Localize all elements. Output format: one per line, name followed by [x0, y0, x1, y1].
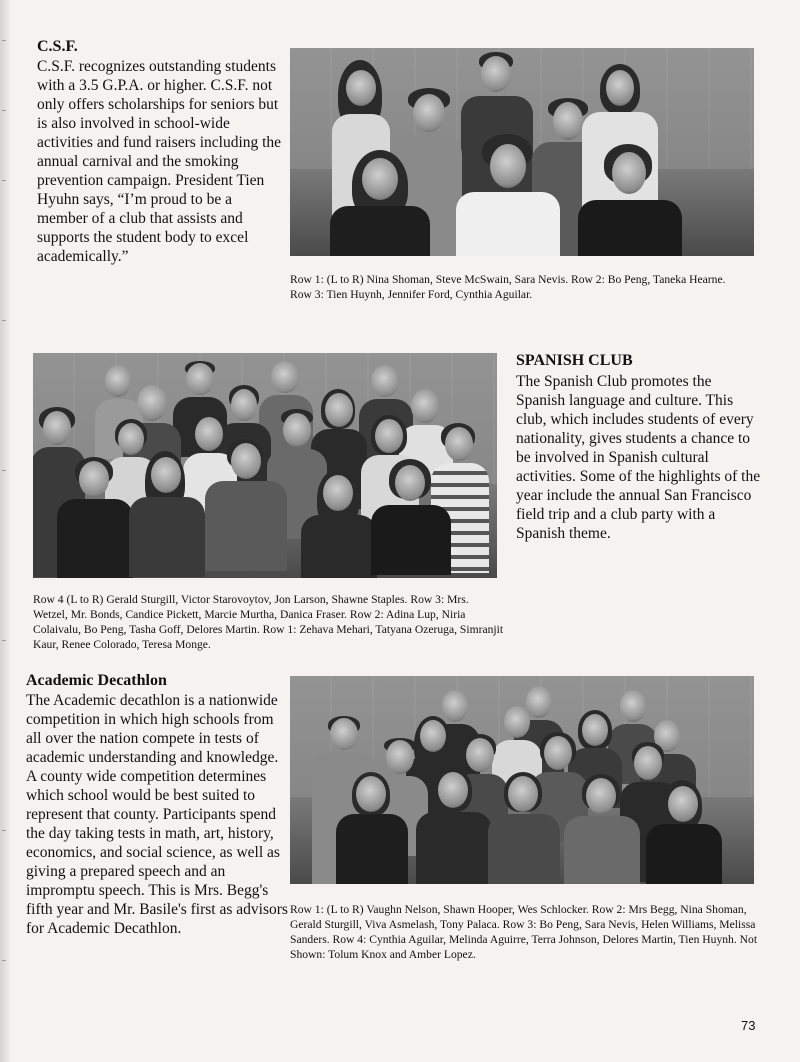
spanish-club-group-photo	[33, 353, 497, 578]
csf-group-photo	[290, 48, 754, 256]
decathlon-photo-caption: Row 1: (L to R) Vaughn Nelson, Shawn Hooper, Wes Schlocker. Row 2: Mrs Begg, Nina Shoman, Gerald Sturgill, Viva Asmelash, Tony Palaca. Row 3: Bo Peng, Sara Nevis, Helen Williams, Melissa Sanders. Row 4: Cynthia Aguilar, Melinda Aguirre, Terra Johnson, Delores Martin, Tien Huynh. Not Shown: Tolum Knox and Amber Lopez.	[290, 903, 758, 961]
spanish-club-heading: SPANISH CLUB	[516, 352, 633, 369]
spanish-club-photo-caption: Row 4 (L to R) Gerald Sturgill, Victor Starovoytov, Jon Larson, Shawne Staples. Row 3: Mrs. Wetzel, Mr. Bonds, Candice Pickett, Marcie Murtha, Danica Fraser. Row 2: Adina Lup, Niria Colaivalu, Bo Peng, Tasha Goff, Delores Martin. Row 1: Zehava Mehari, Tatyana Ozeruga, Simranjit Kaur, Renee Colorado, Teresa Monge.	[33, 593, 504, 651]
decathlon-body-text: The Academic decathlon is a nationwide competition in which high schools from all over the nation compete in tests of academic understanding and knowledge. A county wide competition determines which school would be best suited to represent that county. Participants spend the day taking tests in math, art, history, economics, and social science, as well as giving a prepared speech and an impromptu speech. This is Mrs. Begg's fifth year and Mr. Basile's first as advisors for Academic Decathlon.	[26, 692, 288, 937]
decathlon-group-photo	[290, 676, 754, 884]
csf-heading: C.S.F.	[37, 38, 78, 55]
decathlon-heading: Academic Decathlon	[26, 672, 167, 689]
page-binding-edge	[0, 0, 10, 1062]
csf-photo-caption: Row 1: (L to R) Nina Shoman, Steve McSwain, Sara Nevis. Row 2: Bo Peng, Taneka Hearne. Row 3: Tien Huynh, Jennifer Ford, Cynthia Aguilar.	[290, 273, 726, 301]
page-number: 73	[741, 1018, 756, 1033]
spanish-club-body-text: The Spanish Club promotes the Spanish language and culture. This club, which includes students of every nationality, gives students a chance to be involved in Spanish cultural activities. Some of the highlights of the year include the annual San Francisco field trip and a club party with a Spanish theme.	[516, 373, 761, 542]
csf-body-text: C.S.F. recognizes outstanding students with a 3.5 G.P.A. or higher. C.S.F. not only offers scholarships for seniors but is also involved in school-wide activities and fund raisers including the annual carnival and the smoking prevention campaign. President Tien Hyuhn says, “I’m proud to be a member of a club that assists and supports the student body to excel academically.”	[37, 58, 282, 265]
